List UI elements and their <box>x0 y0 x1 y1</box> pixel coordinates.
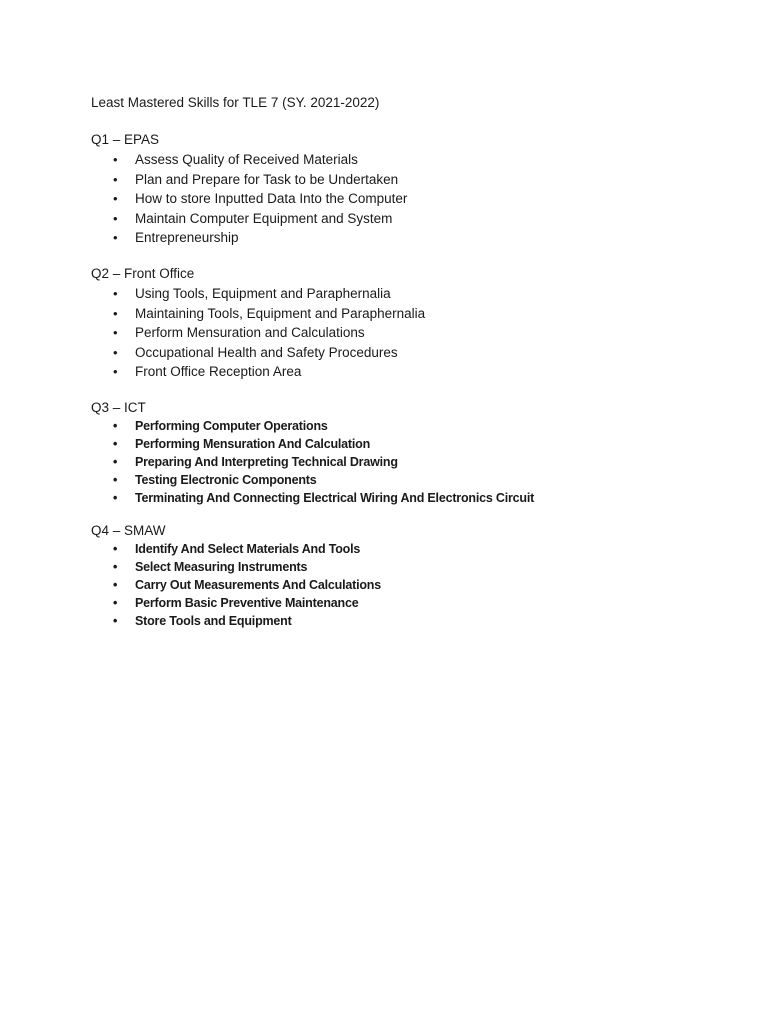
bullet-icon: • <box>113 152 118 167</box>
section-q3-ict <box>91 399 731 508</box>
bullet-icon: • <box>113 418 118 433</box>
skill-list <box>91 150 731 248</box>
bullet-icon: • <box>113 285 118 301</box>
list-item <box>91 436 731 454</box>
bullet-icon: • <box>113 490 118 505</box>
bullet-icon: • <box>113 325 118 341</box>
list-item-text: Entrepreneurship <box>135 230 239 246</box>
list-item-text: How to store Inputted Data Into the Computer <box>135 191 408 207</box>
bullet-icon: • <box>113 230 118 246</box>
list-item <box>91 454 731 472</box>
list-item-text: Using Tools, Equipment and Paraphernalia <box>135 285 391 301</box>
list-item-text: Performing Mensuration And Calculation <box>135 436 371 451</box>
list-item-text: Perform Basic Preventive Maintenance <box>135 596 359 611</box>
list-item-text: Assess Quality of Received Materials <box>135 152 358 167</box>
list-item-text: Front Office Reception Area <box>135 364 302 380</box>
list-item <box>91 418 731 436</box>
list-item-text: Maintaining Tools, Equipment and Paraphernalia <box>135 305 426 321</box>
list-item <box>91 189 731 209</box>
list-item <box>91 323 731 343</box>
list-item-text: Testing Electronic Components <box>135 472 317 487</box>
bullet-icon: • <box>113 344 118 360</box>
section-q2-front-office <box>91 265 731 382</box>
bullet-icon: • <box>113 210 118 226</box>
skill-list <box>91 418 731 508</box>
list-item-text: Perform Mensuration and Calculations <box>135 325 365 341</box>
skill-list <box>91 284 731 382</box>
bullet-icon: • <box>113 454 118 469</box>
section-heading: Q2 – Front Office <box>91 265 195 281</box>
list-item <box>91 577 731 595</box>
list-item <box>91 472 731 490</box>
bullet-icon: • <box>113 305 118 321</box>
list-item <box>91 490 731 508</box>
bullet-icon: • <box>113 472 118 487</box>
bullet-icon: • <box>113 596 118 611</box>
list-item-text: Performing Computer Operations <box>135 418 328 433</box>
list-item <box>91 150 731 170</box>
list-item <box>91 559 731 577</box>
document-page <box>91 94 731 631</box>
bullet-icon: • <box>113 614 118 629</box>
list-item-text: Store Tools and Equipment <box>135 614 292 629</box>
bullet-icon: • <box>113 191 118 207</box>
list-item-text: Carry Out Measurements And Calculations <box>135 578 381 593</box>
bullet-icon: • <box>113 436 118 451</box>
list-item <box>91 209 731 229</box>
list-item <box>91 362 731 382</box>
section-q1-epas <box>91 131 731 248</box>
list-item-text: Plan and Prepare for Task to be Undertaken <box>135 171 399 187</box>
list-item <box>91 613 731 631</box>
section-q4-smaw <box>91 522 731 631</box>
list-item <box>91 228 731 248</box>
list-item-text: Identify And Select Materials And Tools <box>135 542 361 557</box>
list-item <box>91 304 731 324</box>
list-item <box>91 541 731 559</box>
list-item-text: Maintain Computer Equipment and System <box>135 210 393 226</box>
section-heading: Q4 – SMAW <box>91 523 166 539</box>
list-item-text: Terminating And Connecting Electrical Wiring And Electronics Circuit <box>135 490 535 505</box>
list-item <box>91 284 731 304</box>
list-item-text: Preparing And Interpreting Technical Drawing <box>135 454 398 469</box>
section-heading: Q3 – ICT <box>91 399 146 415</box>
bullet-icon: • <box>113 560 118 575</box>
bullet-icon: • <box>113 542 118 557</box>
document-title: Least Mastered Skills for TLE 7 (SY. 2021-2022) <box>91 95 380 110</box>
list-item-text: Select Measuring Instruments <box>135 560 308 575</box>
list-item <box>91 343 731 363</box>
skill-list <box>91 541 731 631</box>
bullet-icon: • <box>113 578 118 593</box>
bullet-icon: • <box>113 171 118 187</box>
bullet-icon: • <box>113 364 118 380</box>
list-item-text: Occupational Health and Safety Procedures <box>135 344 398 360</box>
list-item <box>91 595 731 613</box>
section-heading: Q1 – EPAS <box>91 132 160 147</box>
list-item <box>91 170 731 190</box>
